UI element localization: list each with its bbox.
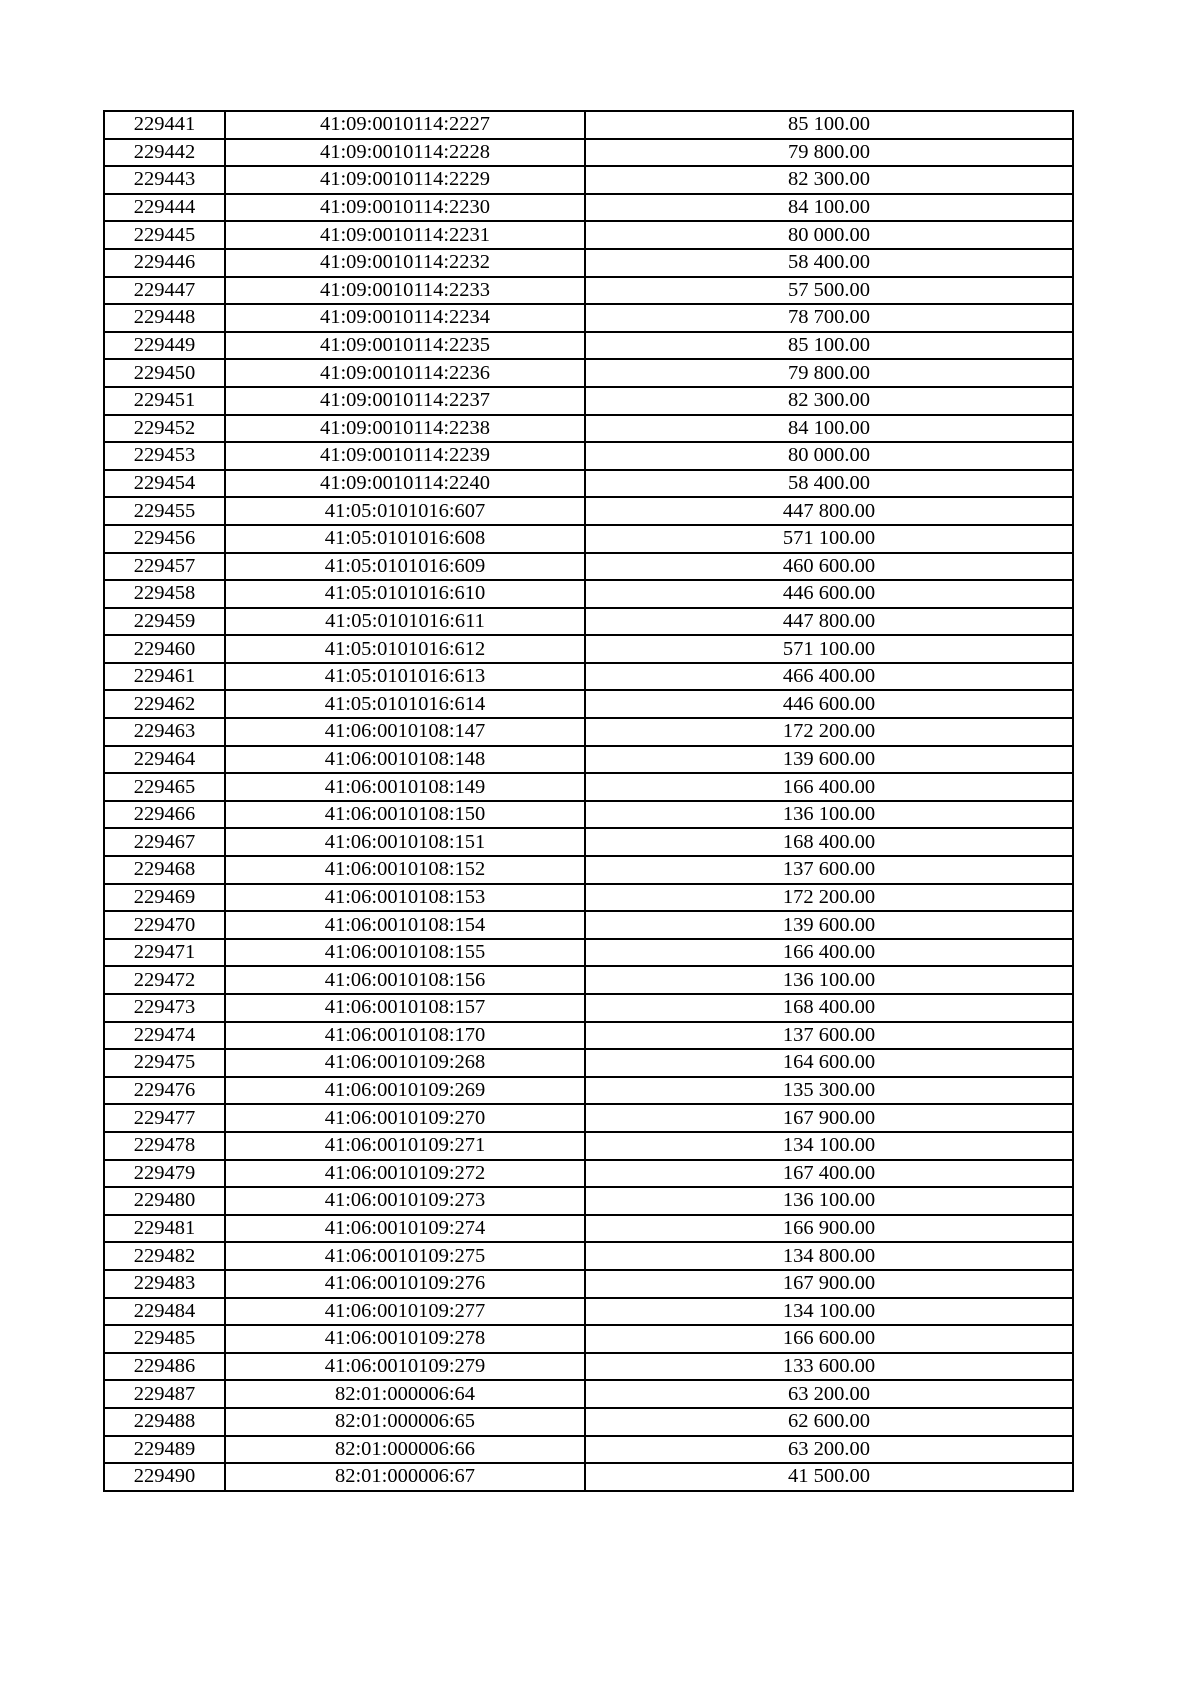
table-row — [104, 111, 1073, 139]
table-row — [104, 911, 1073, 939]
cadastral-value-cell: 571 100.00 — [585, 525, 1073, 553]
table-row — [104, 304, 1073, 332]
row-number-cell: 229471 — [104, 939, 225, 967]
row-number-cell: 229470 — [104, 911, 225, 939]
table-row — [104, 608, 1073, 636]
cadastral-number-cell: 82:01:000006:64 — [225, 1380, 585, 1408]
cadastral-number-cell: 41:06:0010109:274 — [225, 1215, 585, 1243]
cadastral-value-cell: 63 200.00 — [585, 1380, 1073, 1408]
cadastral-number-cell: 41:06:0010109:273 — [225, 1187, 585, 1215]
row-number-cell: 229482 — [104, 1242, 225, 1270]
cadastral-number-cell: 41:06:0010108:151 — [225, 828, 585, 856]
cadastral-value-cell: 79 800.00 — [585, 139, 1073, 167]
cadastral-value-cell: 446 600.00 — [585, 690, 1073, 718]
cadastral-number-cell: 82:01:000006:67 — [225, 1463, 585, 1491]
cadastral-value-cell: 166 600.00 — [585, 1325, 1073, 1353]
table-row — [104, 966, 1073, 994]
cadastral-value-cell: 133 600.00 — [585, 1353, 1073, 1381]
table-row — [104, 221, 1073, 249]
cadastral-value-cell: 82 300.00 — [585, 166, 1073, 194]
table-row — [104, 635, 1073, 663]
row-number-cell: 229475 — [104, 1049, 225, 1077]
cadastral-value-cell: 139 600.00 — [585, 746, 1073, 774]
table-row — [104, 442, 1073, 470]
table-row — [104, 580, 1073, 608]
table-row — [104, 332, 1073, 360]
table-row — [104, 1463, 1073, 1491]
cadastral-number-cell: 41:09:0010114:2236 — [225, 359, 585, 387]
row-number-cell: 229461 — [104, 663, 225, 691]
row-number-cell: 229468 — [104, 856, 225, 884]
table-row — [104, 497, 1073, 525]
cadastral-value-cell: 447 800.00 — [585, 608, 1073, 636]
cadastral-number-cell: 41:05:0101016:611 — [225, 608, 585, 636]
cadastral-value-cell: 446 600.00 — [585, 580, 1073, 608]
cadastral-value-cell: 78 700.00 — [585, 304, 1073, 332]
cadastral-number-cell: 41:05:0101016:613 — [225, 663, 585, 691]
cadastral-number-cell: 41:06:0010109:275 — [225, 1242, 585, 1270]
table-row — [104, 470, 1073, 498]
table-row — [104, 1077, 1073, 1105]
row-number-cell: 229466 — [104, 801, 225, 829]
row-number-cell: 229479 — [104, 1160, 225, 1188]
table-row — [104, 1049, 1073, 1077]
cadastral-value-cell: 134 100.00 — [585, 1298, 1073, 1326]
table-row — [104, 1022, 1073, 1050]
cadastral-value-cell: 58 400.00 — [585, 249, 1073, 277]
row-number-cell: 229448 — [104, 304, 225, 332]
cadastral-value-cell: 166 400.00 — [585, 939, 1073, 967]
table-row — [104, 1132, 1073, 1160]
row-number-cell: 229453 — [104, 442, 225, 470]
table-body — [104, 111, 1073, 1491]
table-row — [104, 194, 1073, 222]
row-number-cell: 229450 — [104, 359, 225, 387]
row-number-cell: 229464 — [104, 746, 225, 774]
cadastral-value-cell: 167 900.00 — [585, 1270, 1073, 1298]
cadastral-number-cell: 41:05:0101016:609 — [225, 553, 585, 581]
table-row — [104, 939, 1073, 967]
table-row — [104, 1380, 1073, 1408]
cadastral-number-cell: 41:06:0010109:271 — [225, 1132, 585, 1160]
row-number-cell: 229451 — [104, 387, 225, 415]
cadastral-number-cell: 41:06:0010109:277 — [225, 1298, 585, 1326]
cadastral-value-cell: 137 600.00 — [585, 856, 1073, 884]
table-row — [104, 718, 1073, 746]
cadastral-number-cell: 41:05:0101016:612 — [225, 635, 585, 663]
row-number-cell: 229442 — [104, 139, 225, 167]
cadastral-value-cell: 168 400.00 — [585, 994, 1073, 1022]
table-row — [104, 1325, 1073, 1353]
cadastral-number-cell: 41:05:0101016:607 — [225, 497, 585, 525]
row-number-cell: 229455 — [104, 497, 225, 525]
row-number-cell: 229477 — [104, 1104, 225, 1132]
row-number-cell: 229460 — [104, 635, 225, 663]
row-number-cell: 229445 — [104, 221, 225, 249]
cadastral-number-cell: 41:06:0010108:157 — [225, 994, 585, 1022]
cadastral-value-cell: 136 100.00 — [585, 1187, 1073, 1215]
cadastral-number-cell: 41:06:0010109:268 — [225, 1049, 585, 1077]
cadastral-number-cell: 41:09:0010114:2233 — [225, 277, 585, 305]
row-number-cell: 229487 — [104, 1380, 225, 1408]
cadastral-number-cell: 41:06:0010108:156 — [225, 966, 585, 994]
cadastral-number-cell: 41:09:0010114:2237 — [225, 387, 585, 415]
cadastral-number-cell: 41:09:0010114:2240 — [225, 470, 585, 498]
row-number-cell: 229467 — [104, 828, 225, 856]
row-number-cell: 229465 — [104, 773, 225, 801]
cadastral-value-cell: 466 400.00 — [585, 663, 1073, 691]
cadastral-value-cell: 134 800.00 — [585, 1242, 1073, 1270]
cadastral-value-cell: 82 300.00 — [585, 387, 1073, 415]
row-number-cell: 229490 — [104, 1463, 225, 1491]
table-row — [104, 1408, 1073, 1436]
table-row — [104, 828, 1073, 856]
row-number-cell: 229443 — [104, 166, 225, 194]
cadastral-value-cell: 136 100.00 — [585, 801, 1073, 829]
cadastral-value-cell: 571 100.00 — [585, 635, 1073, 663]
table-row — [104, 1436, 1073, 1464]
cadastral-number-cell: 41:09:0010114:2228 — [225, 139, 585, 167]
cadastral-number-cell: 41:09:0010114:2232 — [225, 249, 585, 277]
row-number-cell: 229449 — [104, 332, 225, 360]
row-number-cell: 229472 — [104, 966, 225, 994]
table-row — [104, 415, 1073, 443]
cadastral-value-cell: 85 100.00 — [585, 111, 1073, 139]
cadastral-value-table — [103, 110, 1074, 1492]
cadastral-value-cell: 80 000.00 — [585, 221, 1073, 249]
cadastral-value-cell: 62 600.00 — [585, 1408, 1073, 1436]
cadastral-number-cell: 41:09:0010114:2238 — [225, 415, 585, 443]
table-row — [104, 525, 1073, 553]
cadastral-value-cell: 172 200.00 — [585, 718, 1073, 746]
cadastral-number-cell: 41:06:0010109:269 — [225, 1077, 585, 1105]
row-number-cell: 229462 — [104, 690, 225, 718]
row-number-cell: 229484 — [104, 1298, 225, 1326]
table-row — [104, 773, 1073, 801]
cadastral-value-cell: 166 900.00 — [585, 1215, 1073, 1243]
cadastral-number-cell: 41:06:0010109:279 — [225, 1353, 585, 1381]
cadastral-value-cell: 460 600.00 — [585, 553, 1073, 581]
cadastral-number-cell: 41:05:0101016:614 — [225, 690, 585, 718]
cadastral-number-cell: 41:06:0010108:148 — [225, 746, 585, 774]
cadastral-number-cell: 41:06:0010109:276 — [225, 1270, 585, 1298]
row-number-cell: 229446 — [104, 249, 225, 277]
cadastral-value-cell: 139 600.00 — [585, 911, 1073, 939]
cadastral-number-cell: 41:06:0010108:155 — [225, 939, 585, 967]
row-number-cell: 229469 — [104, 884, 225, 912]
table-row — [104, 1270, 1073, 1298]
cadastral-value-cell: 84 100.00 — [585, 415, 1073, 443]
row-number-cell: 229456 — [104, 525, 225, 553]
table-row — [104, 884, 1073, 912]
cadastral-value-cell: 447 800.00 — [585, 497, 1073, 525]
cadastral-value-cell: 167 400.00 — [585, 1160, 1073, 1188]
cadastral-value-cell: 168 400.00 — [585, 828, 1073, 856]
cadastral-number-cell: 41:06:0010108:154 — [225, 911, 585, 939]
table-row — [104, 1298, 1073, 1326]
row-number-cell: 229441 — [104, 111, 225, 139]
row-number-cell: 229452 — [104, 415, 225, 443]
table-row — [104, 663, 1073, 691]
table-row — [104, 553, 1073, 581]
cadastral-value-cell: 166 400.00 — [585, 773, 1073, 801]
table-row — [104, 856, 1073, 884]
cadastral-number-cell: 82:01:000006:66 — [225, 1436, 585, 1464]
row-number-cell: 229454 — [104, 470, 225, 498]
cadastral-number-cell: 41:09:0010114:2234 — [225, 304, 585, 332]
cadastral-value-cell: 137 600.00 — [585, 1022, 1073, 1050]
cadastral-number-cell: 41:06:0010108:152 — [225, 856, 585, 884]
cadastral-number-cell: 41:06:0010108:170 — [225, 1022, 585, 1050]
cadastral-number-cell: 41:06:0010108:150 — [225, 801, 585, 829]
table-row — [104, 249, 1073, 277]
cadastral-value-cell: 136 100.00 — [585, 966, 1073, 994]
table-row — [104, 1215, 1073, 1243]
cadastral-value-cell: 172 200.00 — [585, 884, 1073, 912]
table-row — [104, 359, 1073, 387]
cadastral-number-cell: 41:09:0010114:2230 — [225, 194, 585, 222]
cadastral-value-cell: 58 400.00 — [585, 470, 1073, 498]
cadastral-number-cell: 41:06:0010109:270 — [225, 1104, 585, 1132]
table-row — [104, 1104, 1073, 1132]
cadastral-number-cell: 82:01:000006:65 — [225, 1408, 585, 1436]
table-row — [104, 139, 1073, 167]
cadastral-value-cell: 41 500.00 — [585, 1463, 1073, 1491]
document-page — [103, 110, 1072, 1492]
row-number-cell: 229457 — [104, 553, 225, 581]
cadastral-number-cell: 41:09:0010114:2239 — [225, 442, 585, 470]
table-row — [104, 1242, 1073, 1270]
table-row — [104, 166, 1073, 194]
cadastral-number-cell: 41:06:0010108:149 — [225, 773, 585, 801]
row-number-cell: 229480 — [104, 1187, 225, 1215]
row-number-cell: 229485 — [104, 1325, 225, 1353]
row-number-cell: 229473 — [104, 994, 225, 1022]
row-number-cell: 229483 — [104, 1270, 225, 1298]
cadastral-value-cell: 134 100.00 — [585, 1132, 1073, 1160]
table-row — [104, 801, 1073, 829]
cadastral-value-cell: 79 800.00 — [585, 359, 1073, 387]
cadastral-value-cell: 167 900.00 — [585, 1104, 1073, 1132]
table-row — [104, 994, 1073, 1022]
cadastral-value-cell: 85 100.00 — [585, 332, 1073, 360]
cadastral-number-cell: 41:09:0010114:2235 — [225, 332, 585, 360]
row-number-cell: 229481 — [104, 1215, 225, 1243]
cadastral-value-cell: 135 300.00 — [585, 1077, 1073, 1105]
table-row — [104, 387, 1073, 415]
cadastral-number-cell: 41:06:0010109:272 — [225, 1160, 585, 1188]
row-number-cell: 229476 — [104, 1077, 225, 1105]
row-number-cell: 229488 — [104, 1408, 225, 1436]
row-number-cell: 229447 — [104, 277, 225, 305]
table-row — [104, 690, 1073, 718]
cadastral-value-cell: 164 600.00 — [585, 1049, 1073, 1077]
table-row — [104, 1353, 1073, 1381]
cadastral-value-cell: 80 000.00 — [585, 442, 1073, 470]
row-number-cell: 229444 — [104, 194, 225, 222]
row-number-cell: 229458 — [104, 580, 225, 608]
table-row — [104, 1187, 1073, 1215]
cadastral-value-cell: 63 200.00 — [585, 1436, 1073, 1464]
row-number-cell: 229489 — [104, 1436, 225, 1464]
cadastral-value-cell: 84 100.00 — [585, 194, 1073, 222]
cadastral-number-cell: 41:06:0010108:153 — [225, 884, 585, 912]
row-number-cell: 229486 — [104, 1353, 225, 1381]
cadastral-number-cell: 41:06:0010108:147 — [225, 718, 585, 746]
row-number-cell: 229459 — [104, 608, 225, 636]
row-number-cell: 229474 — [104, 1022, 225, 1050]
cadastral-number-cell: 41:06:0010109:278 — [225, 1325, 585, 1353]
cadastral-value-cell: 57 500.00 — [585, 277, 1073, 305]
row-number-cell: 229478 — [104, 1132, 225, 1160]
cadastral-number-cell: 41:09:0010114:2229 — [225, 166, 585, 194]
cadastral-number-cell: 41:09:0010114:2227 — [225, 111, 585, 139]
table-row — [104, 277, 1073, 305]
cadastral-number-cell: 41:05:0101016:608 — [225, 525, 585, 553]
row-number-cell: 229463 — [104, 718, 225, 746]
table-row — [104, 1160, 1073, 1188]
table-row — [104, 746, 1073, 774]
cadastral-number-cell: 41:05:0101016:610 — [225, 580, 585, 608]
cadastral-number-cell: 41:09:0010114:2231 — [225, 221, 585, 249]
